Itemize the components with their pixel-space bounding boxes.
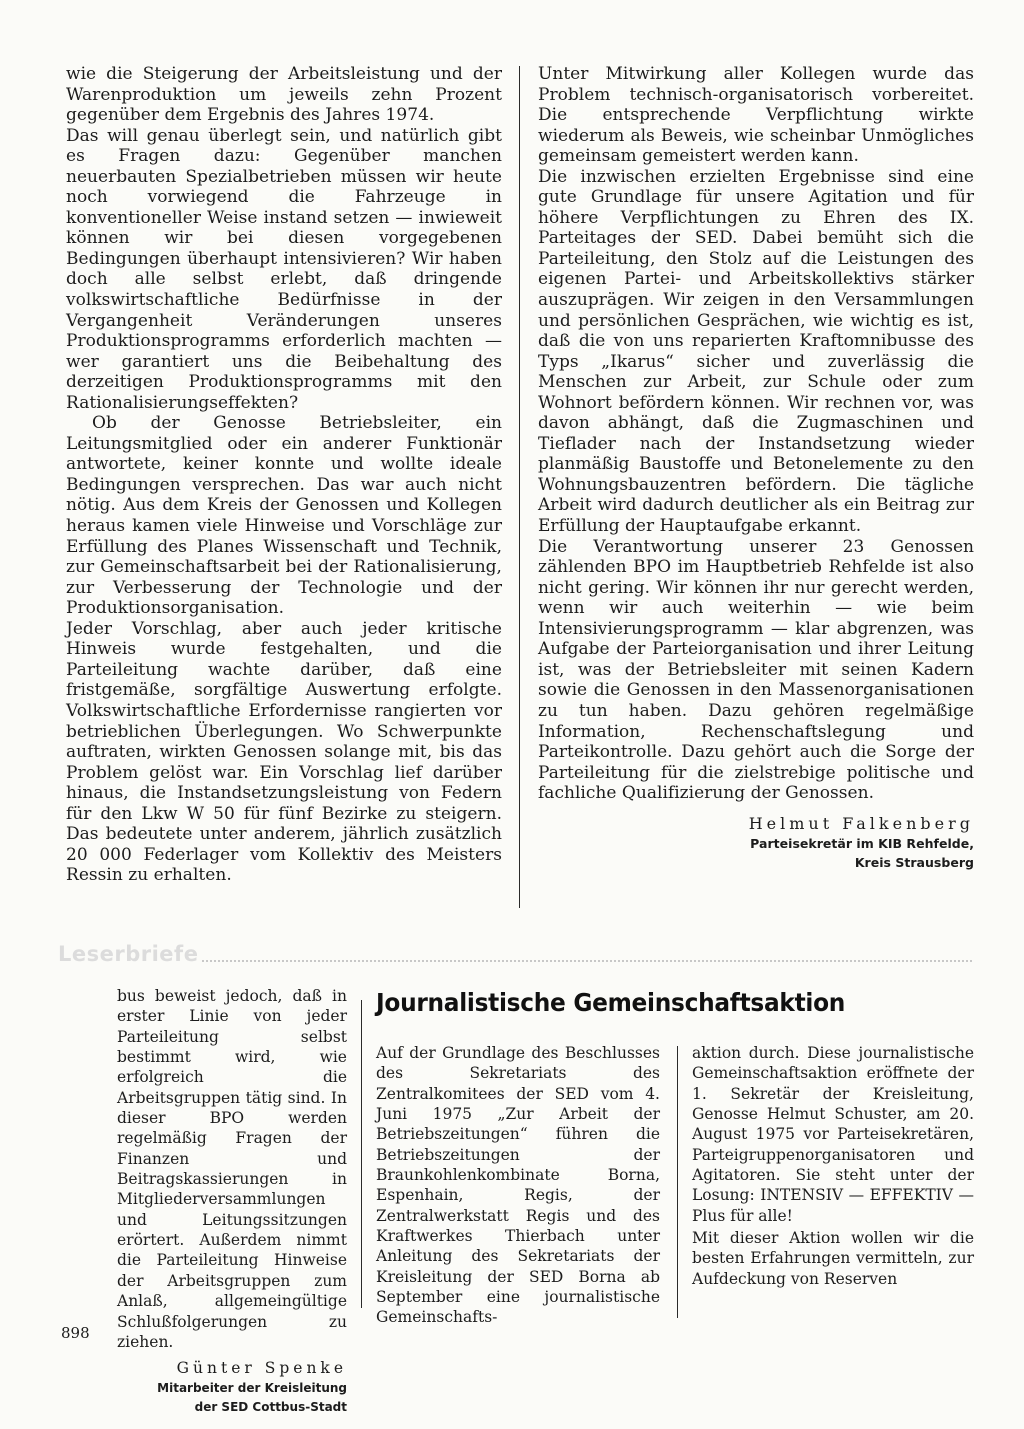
column-divider [677, 1046, 678, 1318]
page-number: 898 [61, 1324, 90, 1342]
signature-role: Parteisekretär im KIB Rehfelde, [750, 836, 974, 852]
upper-left-column [66, 64, 502, 886]
paragraph: Mit dieser Aktion wollen wir die besten Erfahrungen vermitteln, zur Aufdeckung von Reserven [692, 1229, 974, 1288]
signature-location: Kreis Strausberg [854, 855, 974, 871]
paragraph: Unter Mitwirkung aller Kollegen wurde das Problem technisch-organisatorisch vorbereitet. Die entsprechende Verpflichtung wirkte wiederum als Beweis, wie scheinbar Unmögliches gemeinsam gemeistert werden kann. [538, 64, 974, 167]
upper-right-column [538, 64, 974, 872]
column-divider [519, 66, 520, 908]
paragraph: wie die Steigerung der Arbeitsleistung und der Warenproduktion um jeweils zehn Prozent gegenüber dem Ergebnis des Jahres 1974. [66, 64, 502, 126]
signature-role: Mitarbeiter der Kreisleitung [157, 1380, 347, 1395]
paragraph: bus beweist jedoch, daß in erster Linie von jeder Parteileitung selbst bestimmt wird, wie erfolgreich die Arbeitsgruppen tätig sind. In dieser BPO werden regelmäßig Fragen der Finanzen und Beitragskassierungen in Mitgliederversammlungen und Leitungssitzungen erörtert. Außerdem nimmt die Parteileitung Hinweise der Arbeitsgruppen zum Anlaß, allgemeingültige Schlußfolgerungen zu ziehen. [117, 987, 347, 1351]
paragraph: Auf der Grundlage des Beschlusses des Sekretariats des Zentralkomitees der SED vom 4. Juni 1975 „Zur Arbeit der Betriebszeitungen“ führen die Betriebszeitungen der Braunkohlenkombinate Borna, Espenhain, Regis, der Zentralwerkstatt Regis und des Kraftwerkes Thierbach unter Anleitung des Sekretariats der Kreisleitung der SED Borna ab September eine journalistische Gemeinschafts- [376, 1044, 660, 1327]
paragraph: Die Verantwortung unserer 23 Genossen zählenden BPO im Hauptbetrieb Rehfelde ist also nicht gering. Wir können ihr nur gerecht werden, wenn wir auch weiterhin — wie beim Intensivierungsprogramm — klar abgrenzen, was Aufgabe der Parteiorganisation und ihrer Leitung ist, was der Betriebsleiter mit seinen Kadern sowie die Genossen in den Massenorganisationen zu tun haben. Dazu gehören regelmäßige Information, Rechenschaftslegung und Parteikontrolle. Dazu gehört auch die Sorge der Parteileitung für die zielstrebige politische und fachliche Qualifizierung der Genossen. [538, 536, 974, 804]
signature-name: Helmut Falkenberg [748, 813, 974, 833]
signature-location: der SED Cottbus-Stadt [194, 1399, 347, 1414]
paragraph: aktion durch. Diese journalistische Gemeinschaftsaktion eröffnete der 1. Sekretär der Kreisleitung, Genosse Helmut Schuster, am 20. August 1975 vor Parteisekretären, Parteigruppenorganisatoren und Agitatoren. Sie steht unter der Losung: INTENSIV — EFFEKTIV — Plus für alle! [692, 1044, 974, 1225]
paragraph: Das will genau überlegt sein, und natürlich gibt es Fragen dazu: Gegenüber manchen neuerbauten Spezialbetrieben müssen wir heute noch vorwiegend die Fahrzeuge in konventioneller Weise instand setzen — inwieweit können wir bei diesen vorgegebenen Bedingungen überhaupt intensivieren? Wir haben doch alle selbst erlebt, daß dringende volkswirtschaftliche Bedürfnisse in der Vergangenheit Veränderungen unseres Produktionsprogramms erforderlich machten — wer garantiert uns die Beibehaltung des derzeitigen Produktionsprogramms mit den Rationalisierungseffekten? [66, 125, 502, 413]
article-column-2 [692, 1043, 974, 1289]
section-rule [202, 960, 972, 962]
column-divider [361, 1000, 362, 1308]
article-headline: Journalistische Gemeinschaftsaktion [376, 988, 846, 1017]
paragraph: Ob der Genosse Betriebsleiter, ein Leitungsmitglied oder ein anderer Funktionär antwortete, keiner konnte und wollte ideale Bedingungen versprechen. Das war auch nicht nötig. Aus dem Kreis der Genossen und Kollegen heraus kamen viele Hinweise und Vorschläge zur Erfüllung des Planes Wissenschaft und Technik, zur Gemeinschaftsarbeit bei der Rationalisierung, zur Verbesserung der Technologie und der Produktionsorganisation. [66, 413, 502, 619]
article-column-1 [376, 1043, 660, 1328]
section-label: Leserbriefe [58, 942, 199, 966]
letter-column [117, 986, 347, 1417]
paragraph: Die inzwischen erzielten Ergebnisse sind eine gute Grundlage für unsere Agitation und für höhere Verpflichtungen zu Ehren des IX. Parteitages der SED. Dabei bemüht sich die Parteileitung, den Stolz auf die Leistungen des eigenen Partei- und Arbeitskollektivs stärker auszuprägen. Wir zeigen in den Versammlungen und persönlichen Gesprächen, wie wichtig es ist, daß die von uns reparierten Kraftomnibusse des Typs „Ikarus“ sicher und zuverlässig die Menschen zur Arbeit, zur Schule oder zum Wohnort befördern können. Wir rechnen vor, was davon abhängt, daß die Zugmaschinen und Tieflader nach der Instandsetzung wieder planmäßig Baustoffe und Betonelemente zu den Wohnungsbauzentren befördern. Die tägliche Arbeit wird dadurch deutlicher als ein Beitrag zur Erfüllung der Hauptaufgabe erkannt. [538, 166, 974, 537]
paragraph: Jeder Vorschlag, aber auch jeder kritische Hinweis wurde festgehalten, und die Parteileitung wachte darüber, daß eine fristgemäße, sorgfältige Auswertung erfolgte. Volkswirtschaftliche Erfordernisse rangierten vor betrieblichen Überlegungen. Wo Schwerpunkte auftraten, wirkten Genossen solange mit, bis das Problem gelöst war. Ein Vorschlag lief darüber hinaus, die Instandsetzungsleistung von Federn für den Lkw W 50 für fünf Bezirke zu steigern. Das bedeutete unter anderem, jährlich zusätzlich 20 000 Federlager vom Kollektiv des Meisters Ressin zu erhalten. [66, 618, 502, 886]
signature-name: Günter Spenke [176, 1359, 347, 1378]
